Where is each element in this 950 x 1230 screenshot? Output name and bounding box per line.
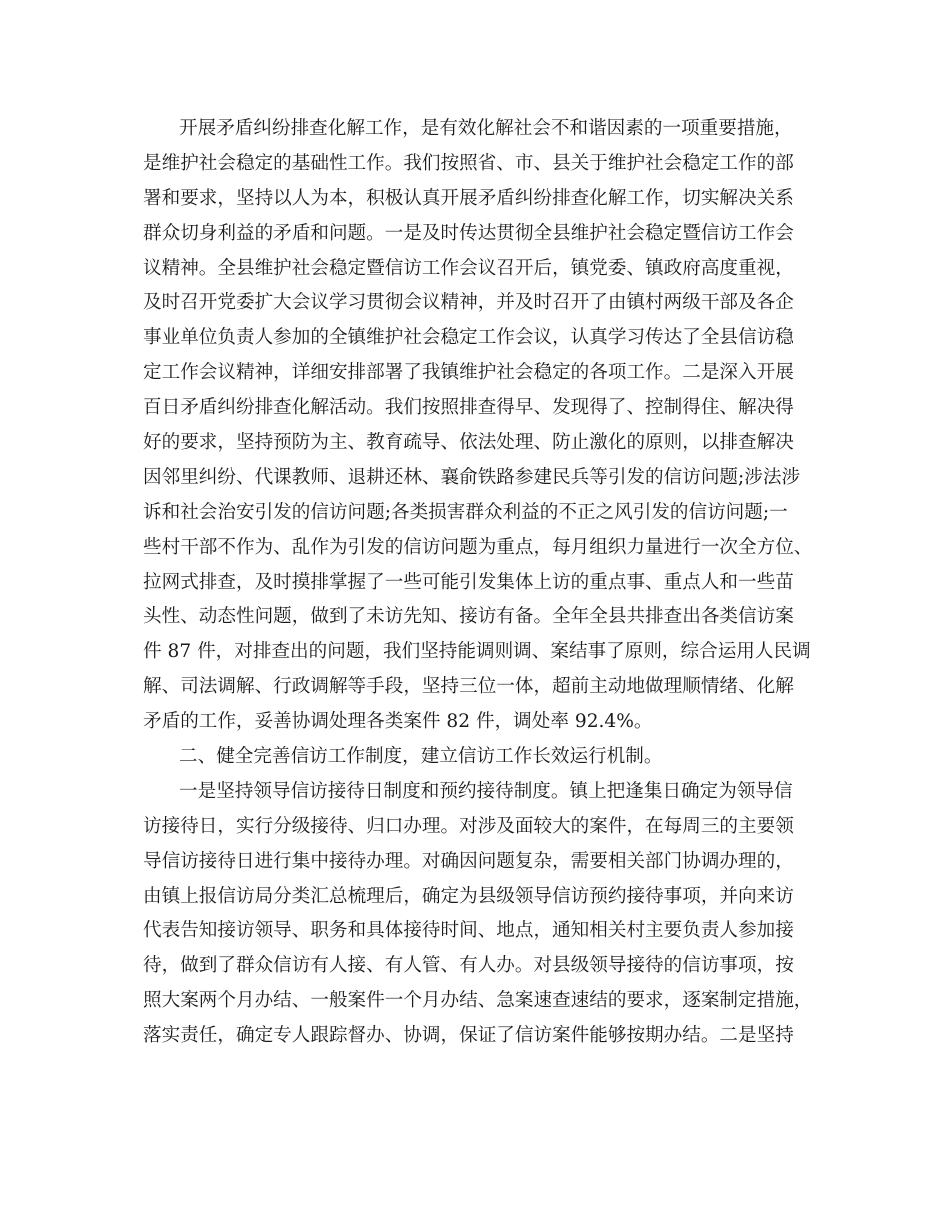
text-line: 访接待日，实行分级接待、归口办理。对涉及面较大的案件，在每周三的主要领 (143, 815, 794, 837)
text-line: 百日矛盾纠纷排查化解活动。我们按照排查得早、发现得了、控制得住、解决得 (143, 397, 794, 419)
document-body (143, 112, 813, 1054)
text-line: 导信访接待日进行集中接待办理。对确因问题复杂，需要相关部门协调办理的， (143, 850, 794, 872)
text-line: 是维护社会稳定的基础性工作。我们按照省、市、县关于维护社会稳定工作的部 (143, 152, 794, 174)
text-line: 拉网式排查，及时摸排掌握了一些可能引发集体上访的重点事、重点人和一些苗 (143, 571, 794, 593)
text-line: 解、司法调解、行政调解等手段，坚持三位一体，超前主动地做理顺情绪、化解 (143, 676, 794, 698)
text-line: 照大案两个月办结、一般案件一个月办结、急案速查速结的要求，逐案制定措施， (143, 990, 813, 1012)
text-line: 议精神。全县维护社会稳定暨信访工作会议召开后，镇党委、镇政府高度重视， (143, 257, 794, 279)
text-line: 事业单位负责人参加的全镇维护社会稳定工作会议，认真学习传达了全县信访稳 (143, 327, 794, 349)
text-line: 矛盾的工作，妥善协调处理各类案件 82 件，调处率 92.4%。 (143, 711, 653, 733)
text-line: 件 87 件，对排查出的问题，我们坚持能调则调、案结事了原则，综合运用人民调 (143, 641, 811, 663)
text-line: 署和要求，坚持以人为本，积极认真开展矛盾纠纷排查化解工作，切实解决关系 (143, 187, 794, 209)
text-line: 头性、动态性问题，做到了未访先知、接访有备。全年全县共排查出各类信访案 (143, 606, 794, 628)
text-line: 及时召开党委扩大会议学习贯彻会议精神，并及时召开了由镇村两级干部及各企 (143, 292, 794, 314)
text-line: 些村干部不作为、乱作为引发的信访问题为重点，每月组织力量进行一次全方位、 (143, 536, 813, 558)
text-line: 定工作会议精神，详细安排部署了我镇维护社会稳定的各项工作。二是深入开展 (143, 362, 794, 384)
text-line: 因邻里纠纷、代课教师、退耕还林、襄俞铁路参建民兵等引发的信访问题;涉法涉 (143, 466, 801, 488)
text-line: 由镇上报信访局分类汇总梳理后，确定为县级领导信访预约接待事项，并向来访 (143, 885, 794, 907)
text-line: 好的要求，坚持预防为主、教育疏导、依法处理、防止激化的原则，以排查解决 (143, 432, 794, 454)
text-line: 一是坚持领导信访接待日制度和预约接待制度。镇上把逢集日确定为领导信 (179, 780, 793, 802)
text-line: 落实责任，确定专人跟踪督办、协调，保证了信访案件能够按期办结。二是坚持 (143, 1025, 794, 1047)
text-line: 二、健全完善信访工作制度，建立信访工作长效运行机制。 (179, 746, 663, 768)
text-line: 开展矛盾纠纷排查化解工作，是有效化解社会不和谐因素的一项重要措施， (179, 118, 793, 139)
text-line: 待，做到了群众信访有人接、有人管、有人办。对县级领导接待的信访事项，按 (143, 955, 794, 977)
text-line: 代表告知接访领导、职务和具体接待时间、地点，通知相关村主要负责人参加接 (143, 920, 794, 942)
text-line: 群众切身利益的矛盾和问题。一是及时传达贯彻全县维护社会稳定暨信访工作会 (143, 222, 794, 244)
text-line: 诉和社会治安引发的信访问题;各类损害群众利益的不正之风引发的信访问题;一 (143, 501, 788, 523)
